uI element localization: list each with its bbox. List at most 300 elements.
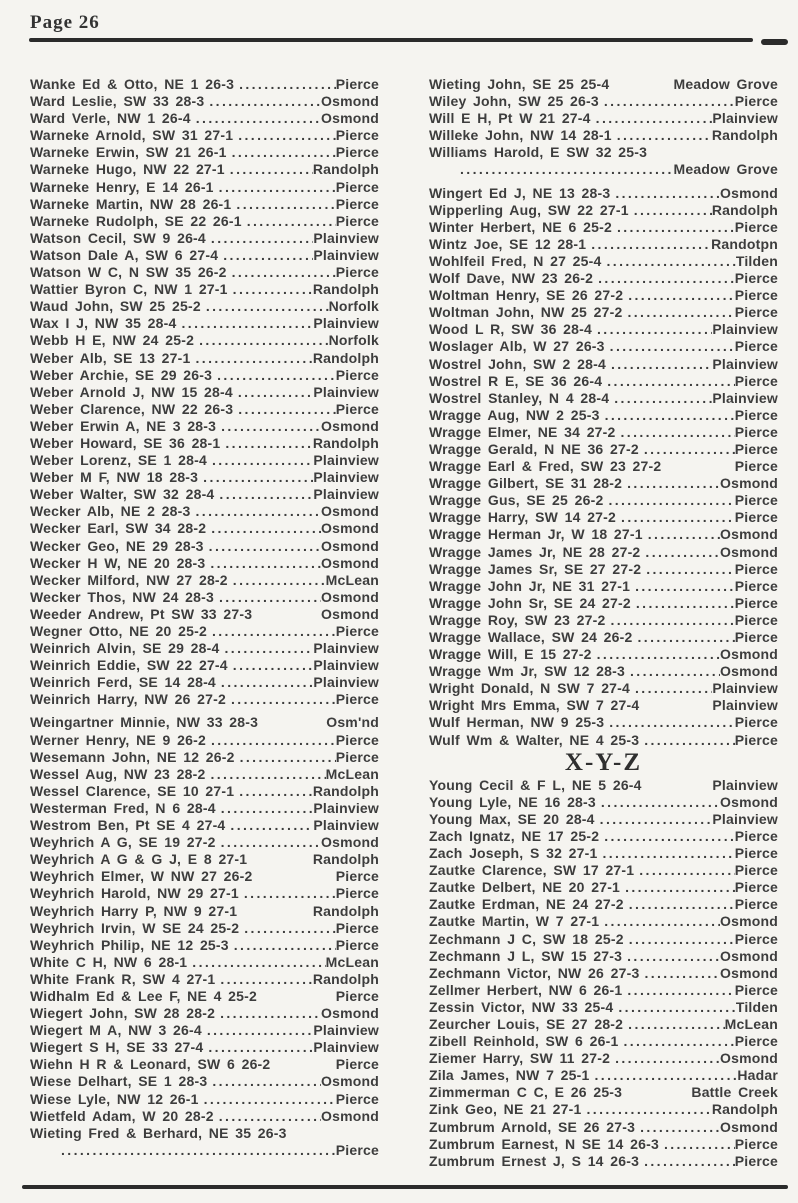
directory-entry xyxy=(429,896,778,913)
dot-leader xyxy=(605,338,735,355)
directory-entry xyxy=(429,544,778,561)
directory-entry xyxy=(30,298,379,315)
entry-name: Wax I J, NW 35 28-4 xyxy=(30,315,177,332)
entry-town: Plainview xyxy=(313,817,379,834)
entry-name: Wecker Geo, NE 29 28-3 xyxy=(30,537,204,554)
dot-leader xyxy=(227,144,336,161)
directory-column xyxy=(30,76,379,1170)
dot-leader xyxy=(191,110,321,127)
dot-leader xyxy=(227,264,336,281)
dot-leader xyxy=(599,913,720,930)
entry-town: Pierce xyxy=(734,304,778,321)
entry-name: Wecker Alb, NE 2 28-3 xyxy=(30,503,191,520)
entry-name: Wecker H W, NE 20 28-3 xyxy=(30,554,206,571)
entry-town: Pierce xyxy=(734,896,778,913)
entry-town: Pierce xyxy=(335,264,379,281)
directory-entry xyxy=(30,1091,379,1108)
directory-entry xyxy=(30,230,379,247)
entry-town: Pierce xyxy=(734,338,778,355)
entry-name: Zechmann J L, SW 15 27-3 xyxy=(429,947,623,964)
dot-leader xyxy=(593,270,735,287)
entry-town: McLean xyxy=(325,953,379,970)
entry-town: Pierce xyxy=(734,372,778,389)
entry-town: Osmond xyxy=(321,520,379,537)
directory-entry xyxy=(30,954,379,971)
entry-town: Pierce xyxy=(335,144,379,161)
entry-name: Williams Harold, E SW 32 25-3 xyxy=(429,144,648,161)
entry-name: Westrom Ben, Pt SE 4 27-4 xyxy=(30,817,226,834)
dot-leader xyxy=(640,544,720,561)
entry-name: Will E H, Pt W 21 27-4 xyxy=(429,110,591,127)
entry-name: Wolf Dave, NW 23 26-2 xyxy=(429,270,594,287)
entry-name: Wipperling Aug, SW 22 27-1 xyxy=(429,201,629,218)
entry-name: Zautke Delbert, NE 20 27-1 xyxy=(429,879,621,896)
entry-town: Meadow Grove xyxy=(673,161,778,178)
entry-town: Pierce xyxy=(335,212,379,229)
entry-town: Plainview xyxy=(712,355,778,372)
entry-town: Pierce xyxy=(734,827,778,844)
entry-town: Pierce xyxy=(335,936,379,953)
directory-entry xyxy=(30,1125,379,1142)
dot-leader xyxy=(216,834,321,851)
directory-entry xyxy=(30,1073,379,1090)
dot-leader xyxy=(234,76,336,93)
entry-town: Osmond xyxy=(321,503,379,520)
entry-town: Hadar xyxy=(737,1067,778,1084)
directory-column xyxy=(429,76,778,1170)
directory-entry xyxy=(30,247,379,264)
entry-town: Randolph xyxy=(312,281,379,298)
dot-leader xyxy=(603,492,734,509)
directory-entry xyxy=(30,885,379,902)
dot-leader xyxy=(187,954,325,971)
directory-entry xyxy=(429,811,778,828)
entry-name: Wragge Elmer, NE 34 27-2 xyxy=(429,423,616,440)
entry-town: Randolph xyxy=(312,851,379,868)
dot-leader xyxy=(191,503,322,520)
directory-entry xyxy=(429,646,778,663)
entry-name: Wragge James Sr, SE 27 27-2 xyxy=(429,560,642,577)
entry-name: Weyhrich A G, SE 19 27-2 xyxy=(30,834,216,851)
entry-name: Warneke Hugo, NW 22 27-1 xyxy=(30,161,225,178)
entry-town: Osmond xyxy=(321,605,379,622)
entry-town: Pierce xyxy=(734,862,778,879)
page-number-label: Page 26 xyxy=(30,12,100,33)
dot-leader xyxy=(194,332,329,349)
entry-town: Pierce xyxy=(335,987,379,1004)
entry-town: Pierce xyxy=(734,930,778,947)
directory-entry xyxy=(30,332,379,349)
entry-town: Pierce xyxy=(335,178,379,195)
entry-name: Young Max, SE 20 28-4 xyxy=(429,810,595,827)
dot-leader xyxy=(242,213,336,230)
directory-entry xyxy=(30,572,379,589)
entry-town: Pierce xyxy=(335,76,379,92)
entry-town: Osmond xyxy=(720,184,778,201)
directory-entry xyxy=(429,338,778,355)
entry-town: Pierce xyxy=(335,127,379,144)
entry-town: Plainview xyxy=(313,1039,379,1056)
entry-name: Westerman Fred, N 6 28-4 xyxy=(30,799,216,816)
directory-entry xyxy=(429,595,778,612)
entry-name: Wingert Ed J, NE 13 28-3 xyxy=(429,184,611,201)
entry-name: Wragge John Jr, NE 31 27-1 xyxy=(429,577,631,594)
dot-leader xyxy=(592,646,720,663)
directory-entry xyxy=(30,1108,379,1125)
dot-leader xyxy=(622,982,734,999)
directory-entry xyxy=(429,441,778,458)
directory-entry xyxy=(429,1153,778,1170)
entry-town: Osmond xyxy=(321,554,379,571)
directory-entry xyxy=(30,851,379,868)
directory-entry xyxy=(30,213,379,230)
directory-entry xyxy=(429,1067,778,1084)
entry-name: Weyhrich Irvin, W SE 24 25-2 xyxy=(30,919,240,936)
entry-town: Pierce xyxy=(335,919,379,936)
directory-entry xyxy=(429,714,778,731)
dot-leader xyxy=(215,1005,321,1022)
entry-town: McLean xyxy=(724,1015,778,1032)
entry-name: Watson Dale A, SW 6 27-4 xyxy=(30,246,219,263)
entry-town: Plainview xyxy=(313,1022,379,1039)
entry-town: Pierce xyxy=(734,845,778,862)
dot-leader xyxy=(225,817,313,834)
entry-town: Osmond xyxy=(720,1118,778,1135)
entry-town: Randolph xyxy=(312,434,379,451)
entry-town: Osmond xyxy=(720,526,778,543)
directory-entry xyxy=(30,749,379,766)
entry-name: Widhalm Ed & Lee F, NE 4 25-2 xyxy=(30,987,258,1004)
directory-entry xyxy=(429,732,778,749)
dot-leader xyxy=(592,321,712,338)
entry-name: Wragge Aug, NW 2 25-3 xyxy=(429,406,600,423)
entry-name: Wanke Ed & Otto, NE 1 26-3 xyxy=(30,76,235,92)
dot-leader xyxy=(239,920,336,937)
directory-entry xyxy=(30,817,379,834)
directory-entry xyxy=(429,110,778,127)
directory-entry xyxy=(30,903,379,920)
entry-town: Osmond xyxy=(321,537,379,554)
dot-leader xyxy=(610,1050,720,1067)
dot-leader xyxy=(455,161,674,178)
entry-name: Wiegert S H, SE 33 27-4 xyxy=(30,1039,204,1056)
entry-town: Osmond xyxy=(321,93,379,110)
entry-town: Plainview xyxy=(712,776,778,793)
dot-leader xyxy=(228,657,314,674)
directory-entry xyxy=(30,1142,379,1159)
entry-name: Weyhrich Elmer, W NW 27 26-2 xyxy=(30,868,253,885)
entry-town: Pierce xyxy=(335,1090,379,1107)
entry-name: Zeurcher Louis, SE 27 28-2 xyxy=(429,1015,624,1032)
directory-entry xyxy=(30,691,379,708)
entry-town: Osmond xyxy=(720,543,778,560)
dot-leader xyxy=(620,879,735,896)
directory-entry xyxy=(429,931,778,948)
entry-name: Zumbrum Earnest, N SE 14 26-3 xyxy=(429,1135,659,1152)
dot-leader xyxy=(624,896,735,913)
entry-name: Wragge John Sr, SE 24 27-2 xyxy=(429,594,631,611)
dot-leader xyxy=(623,287,735,304)
dot-leader xyxy=(231,196,335,213)
directory-entry xyxy=(429,287,778,304)
entry-name: Weeder Andrew, Pt SW 33 27-3 xyxy=(30,605,253,622)
entry-name: Wragge Gus, SE 25 26-2 xyxy=(429,492,604,509)
entry-town: Norfolk xyxy=(328,332,379,349)
dot-leader xyxy=(201,298,329,315)
entry-name: Warneke Henry, E 14 26-1 xyxy=(30,178,214,195)
dot-leader xyxy=(639,965,720,982)
entry-name: Weingartner Minnie, NW 33 28-3 xyxy=(30,714,259,731)
directory-entry xyxy=(429,1136,778,1153)
entry-town: Osmond xyxy=(720,947,778,964)
directory-entry xyxy=(30,110,379,127)
dot-leader xyxy=(233,384,314,401)
entry-name: Wessel Clarence, SE 10 27-1 xyxy=(30,782,235,799)
directory-entry xyxy=(429,76,778,93)
directory-columns xyxy=(30,76,778,1170)
entry-town: Pierce xyxy=(335,1141,379,1158)
directory-entry xyxy=(30,384,379,401)
entry-name: Wragge Roy, SW 23 27-2 xyxy=(429,611,606,628)
directory-entry xyxy=(429,913,778,930)
entry-town: Randotpn xyxy=(711,235,778,252)
directory-entry xyxy=(429,561,778,578)
dot-leader xyxy=(239,885,336,902)
entry-town: Plainview xyxy=(313,674,379,691)
entry-name: Wulf Wm & Walter, NE 4 25-3 xyxy=(429,731,640,748)
dot-leader xyxy=(659,1136,735,1153)
entry-name: Zautke Martin, W 7 27-1 xyxy=(429,913,600,930)
directory-entry xyxy=(429,663,778,680)
entry-name: Wragge Gerald, N NE 36 27-2 xyxy=(429,440,639,457)
directory-entry xyxy=(429,879,778,896)
entry-name: Wietfeld Adam, W 20 28-2 xyxy=(30,1107,214,1124)
entry-name: Wostrel John, SW 2 28-4 xyxy=(429,355,606,372)
directory-entry xyxy=(429,697,778,714)
entry-name: Wattier Byron C, NW 1 27-1 xyxy=(30,281,228,298)
dot-leader xyxy=(202,1022,314,1039)
entry-name: Wieting John, SE 25 25-4 xyxy=(429,76,610,92)
directory-entry xyxy=(30,868,379,885)
dot-leader xyxy=(631,595,735,612)
dot-leader xyxy=(204,93,321,110)
entry-town: Randolph xyxy=(711,127,778,144)
entry-name: Zach Joseph, S 32 27-1 xyxy=(429,845,598,862)
entry-name: Wiese Delhart, SE 1 28-3 xyxy=(30,1073,208,1090)
entry-town: Randolph xyxy=(312,782,379,799)
entry-name: Weber Clarence, NW 22 26-3 xyxy=(30,400,234,417)
dot-leader xyxy=(606,356,712,373)
entry-town: Pierce xyxy=(734,1033,778,1050)
directory-entry xyxy=(429,253,778,270)
entry-town: Plainview xyxy=(712,680,778,697)
dot-leader xyxy=(609,390,712,407)
directory-entry xyxy=(429,578,778,595)
directory-entry xyxy=(30,418,379,435)
entry-town: Pierce xyxy=(734,981,778,998)
entry-name: Weyhrich Harold, NW 29 27-1 xyxy=(30,885,239,902)
entry-name: Wragge Earl & Fred, SW 23 27-2 xyxy=(429,458,662,475)
entry-town: Pierce xyxy=(734,287,778,304)
entry-name: Wragge Wm Jr, SW 12 28-3 xyxy=(429,663,625,680)
dot-leader xyxy=(618,1033,734,1050)
entry-name: Wulf Herman, NW 9 25-3 xyxy=(429,714,605,731)
entry-name: Zila James, NW 7 25-1 xyxy=(429,1067,590,1084)
entry-town: Randolph xyxy=(312,902,379,919)
dot-leader xyxy=(606,612,735,629)
directory-entry xyxy=(429,828,778,845)
directory-entry xyxy=(429,475,778,492)
entry-name: Zumbrum Arnold, SE 26 27-3 xyxy=(429,1118,636,1135)
entry-name: Weber Lorenz, SE 1 28-4 xyxy=(30,452,207,469)
dot-leader xyxy=(228,572,326,589)
entry-name: Watson Cecil, SW 9 26-4 xyxy=(30,229,206,246)
directory-entry xyxy=(429,965,778,982)
entry-town: Plainview xyxy=(313,486,379,503)
entry-town: Osmond xyxy=(321,110,379,127)
entry-name: Young Lyle, NE 16 28-3 xyxy=(429,793,596,810)
entry-name: Wintz Joe, SE 12 28-1 xyxy=(429,235,587,252)
entry-town: Osm'nd xyxy=(326,714,379,731)
dot-leader xyxy=(207,623,336,640)
directory-entry xyxy=(30,1005,379,1022)
entry-town: Osmond xyxy=(720,913,778,930)
directory-entry xyxy=(429,999,778,1016)
entry-name: Weyhrich Philip, NE 12 25-3 xyxy=(30,936,229,953)
entry-name: Zessin Victor, NW 33 25-4 xyxy=(429,998,614,1015)
dot-leader xyxy=(215,971,313,988)
dot-leader xyxy=(214,1108,321,1125)
directory-entry xyxy=(429,390,778,407)
directory-entry xyxy=(30,76,379,93)
entry-town: Osmond xyxy=(321,1073,379,1090)
header-divider-rule xyxy=(29,38,753,42)
entry-town: Plainview xyxy=(712,110,778,127)
entry-name: Wostrel R E, SE 36 26-4 xyxy=(429,372,603,389)
dot-leader xyxy=(602,373,735,390)
directory-entry xyxy=(429,1084,778,1101)
entry-name: Weinrich Ferd, SE 14 28-4 xyxy=(30,674,216,691)
entry-town: Pierce xyxy=(335,885,379,902)
entry-name: Zechmann Victor, NW 26 27-3 xyxy=(429,964,640,981)
entry-name: Zumbrum Ernest J, S 14 26-3 xyxy=(429,1152,640,1169)
directory-entry xyxy=(429,304,778,321)
dot-leader xyxy=(206,230,313,247)
entry-name: Waud John, SW 25 25-2 xyxy=(30,298,201,315)
entry-town: Tilden xyxy=(735,998,778,1015)
entry-name: Wragge Gilbert, SE 31 28-2 xyxy=(429,475,623,492)
entry-town: Battle Creek xyxy=(691,1084,778,1101)
entry-name: Winter Herbert, NE 6 25-2 xyxy=(429,218,612,235)
directory-entry xyxy=(429,1050,778,1067)
entry-town: Pierce xyxy=(335,400,379,417)
entry-town: Pierce xyxy=(734,577,778,594)
dot-leader xyxy=(629,202,712,219)
dot-leader xyxy=(233,401,336,418)
entry-name: Wessel Aug, NW 23 28-2 xyxy=(30,765,206,782)
dot-leader xyxy=(204,538,321,555)
entry-name: White C H, NW 6 28-1 xyxy=(30,953,188,970)
entry-name: Wragge Herman Jr, W 18 27-1 xyxy=(429,526,643,543)
dot-leader xyxy=(226,691,336,708)
directory-entry xyxy=(30,452,379,469)
dot-leader xyxy=(203,1039,313,1056)
directory-entry xyxy=(30,127,379,144)
directory-entry xyxy=(30,161,379,178)
dot-leader xyxy=(206,732,336,749)
entry-name: Wecker Earl, SW 34 28-2 xyxy=(30,520,207,537)
entry-name: Webb H E, NW 24 25-2 xyxy=(30,332,195,349)
entry-name: Wiese Lyle, NW 12 26-1 xyxy=(30,1090,199,1107)
entry-town: Pierce xyxy=(734,560,778,577)
entry-name: Ward Verle, NW 1 26-4 xyxy=(30,110,191,127)
dot-leader xyxy=(610,185,720,202)
entry-name: Weber Howard, SE 36 28-1 xyxy=(30,434,221,451)
directory-entry xyxy=(30,920,379,937)
dot-leader xyxy=(235,749,336,766)
dot-leader xyxy=(633,629,735,646)
directory-entry xyxy=(429,777,778,794)
dot-leader xyxy=(214,486,313,503)
entry-town: Pierce xyxy=(734,423,778,440)
directory-entry xyxy=(429,948,778,965)
directory-entry xyxy=(30,503,379,520)
dot-leader xyxy=(233,127,336,144)
directory-entry xyxy=(30,179,379,196)
directory-entry xyxy=(429,680,778,697)
directory-entry xyxy=(30,350,379,367)
entry-town: Pierce xyxy=(734,440,778,457)
entry-name: Wiley John, SW 25 26-3 xyxy=(429,93,599,110)
dot-leader xyxy=(643,526,720,543)
entry-name: Weber Alb, SE 13 27-1 xyxy=(30,349,191,366)
directory-entry xyxy=(30,674,379,691)
dot-leader xyxy=(212,367,336,384)
dot-leader xyxy=(234,783,313,800)
dot-leader xyxy=(56,1142,336,1159)
entry-town: Osmond xyxy=(720,793,778,810)
directory-entry xyxy=(429,219,778,236)
dot-leader xyxy=(612,219,735,236)
directory-entry xyxy=(30,1056,379,1073)
entry-town: Pierce xyxy=(734,270,778,287)
entry-town: Pierce xyxy=(734,1135,778,1152)
entry-town: Osmond xyxy=(720,646,778,663)
directory-entry xyxy=(429,794,778,811)
dot-leader xyxy=(229,937,336,954)
entry-name: Zibell Reinhold, SW 6 26-1 xyxy=(429,1033,619,1050)
directory-entry xyxy=(30,606,379,623)
directory-entry xyxy=(429,270,778,287)
entry-name: Wecker Thos, NW 24 28-3 xyxy=(30,588,214,605)
dot-leader xyxy=(225,161,313,178)
entry-town: Pierce xyxy=(734,594,778,611)
entry-town: Plainview xyxy=(313,452,379,469)
directory-entry xyxy=(30,589,379,606)
directory-entry xyxy=(30,766,379,783)
dot-leader xyxy=(612,127,712,144)
directory-entry xyxy=(429,982,778,999)
entry-town: Plainview xyxy=(313,383,379,400)
directory-entry xyxy=(429,612,778,629)
directory-entry xyxy=(429,185,778,202)
entry-town: Meadow Grove xyxy=(673,76,778,92)
directory-entry xyxy=(429,1119,778,1136)
entry-town: Osmond xyxy=(321,417,379,434)
directory-entry xyxy=(30,93,379,110)
dot-leader xyxy=(214,179,336,196)
directory-entry xyxy=(429,1016,778,1033)
